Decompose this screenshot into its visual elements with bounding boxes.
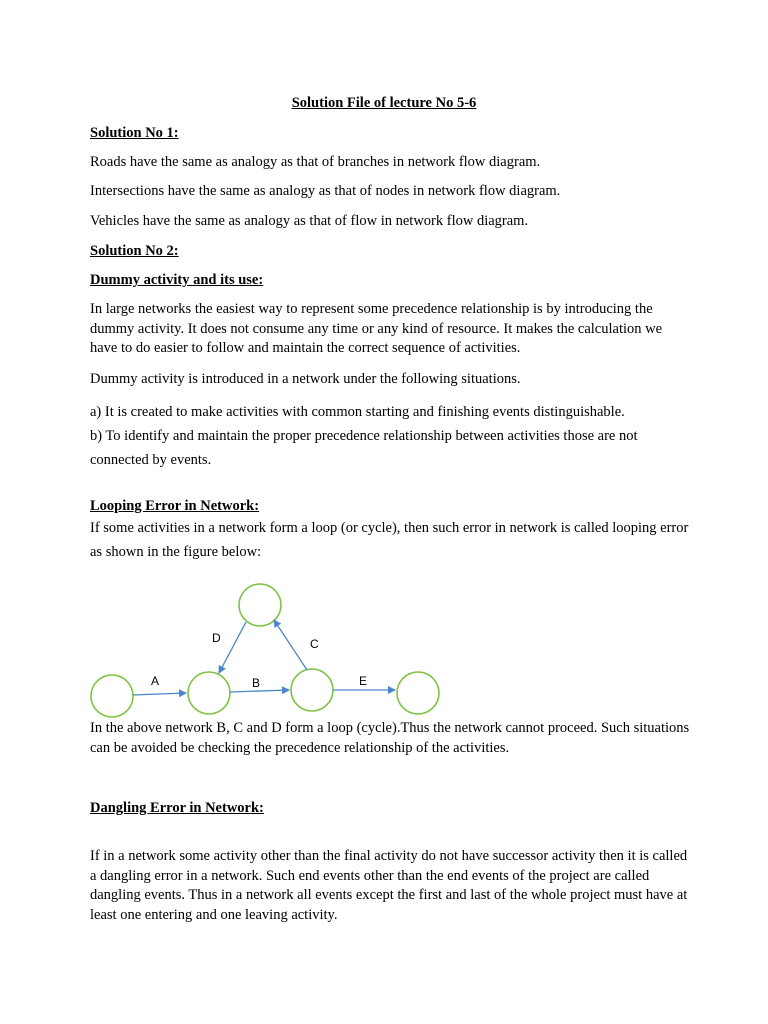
activity-a-arrow <box>133 693 186 695</box>
page-title: Solution File of lecture No 5-6 <box>291 95 477 111</box>
dummy-item-a: a) It is created to make activities with common starting and finishing events distinguishable. <box>90 404 625 420</box>
activity-label-a: A <box>151 674 160 688</box>
dummy-item-b: b) To identify and maintain the proper precedence relationship between activities those are not connected by events. <box>90 428 638 468</box>
dangling-error-paragraph: If in a network some activity other than the final activity do not have successor activity then it is called a dangling error in a network. Such end events other than the end events of the project are called dangling events. Thus in a network all events except the first and last of the whole project must have at least one entering and one leaving activity. <box>90 848 688 923</box>
solution-1-heading: Solution No 1: <box>90 125 179 141</box>
activity-label-c: C <box>310 637 319 651</box>
dummy-activity-heading: Dummy activity and its use: <box>90 272 264 288</box>
activity-d-arrow <box>219 622 246 673</box>
network-node-3 <box>239 584 281 626</box>
solution-1-line-1: Roads have the same as analogy as that of branches in network flow diagram. <box>90 154 541 170</box>
network-node-5 <box>397 672 439 714</box>
solution-1-line-3: Vehicles have the same as analogy as that of flow in network flow diagram. <box>90 213 529 229</box>
network-node-4 <box>291 669 333 711</box>
looping-error-heading: Looping Error in Network: <box>90 498 260 514</box>
network-node-1 <box>91 675 133 717</box>
activity-c-arrow <box>274 620 307 670</box>
activity-label-e: E <box>359 674 368 688</box>
solution-2-heading: Solution No 2: <box>90 243 179 259</box>
looping-error-paragraph-2: In the above network B, C and D form a loop (cycle).Thus the network cannot proceed. Such situations can be avoided be checking the precedence relationship of the activities. <box>90 720 690 756</box>
activity-label-d: D <box>212 631 221 645</box>
looping-error-paragraph-1: If some activities in a network form a loop (or cycle), then such error in network is called looping error as shown in the figure below: <box>90 520 689 560</box>
solution-1-line-2: Intersections have the same as analogy as that of nodes in network flow diagram. <box>90 183 561 199</box>
dummy-activity-paragraph-2: Dummy activity is introduced in a network under the following situations. <box>90 371 521 387</box>
activity-label-b: B <box>252 676 261 690</box>
network-node-2 <box>188 672 230 714</box>
dummy-activity-paragraph-1: In large networks the easiest way to represent some precedence relationship is by introducing the dummy activity. It does not consume any time or any kind of resource. It makes the calculation we have to do easier to follow and maintain the correct sequence of activities. <box>90 301 663 356</box>
dangling-error-heading: Dangling Error in Network: <box>90 800 264 816</box>
activity-b-arrow <box>230 690 289 692</box>
